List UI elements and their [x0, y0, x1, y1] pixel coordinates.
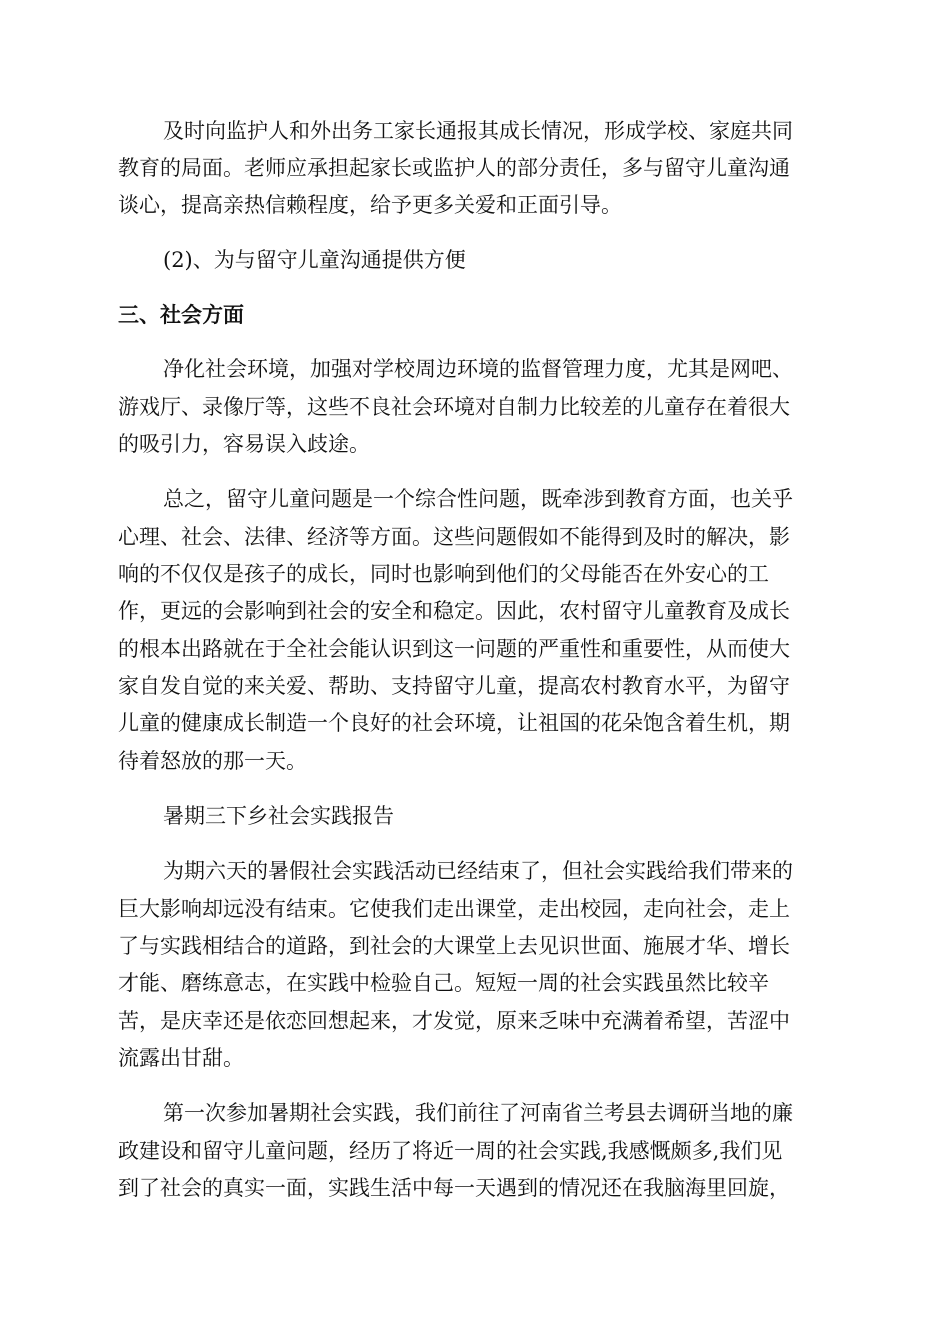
- report-title: 暑期三下乡社会实践报告: [163, 804, 394, 828]
- paragraph-line: 响的不仅仅是孩子的成长，同时也影响到他们的父母能否在外安心的工: [118, 562, 769, 586]
- paragraph-line: 教育的局面。老师应承担起家长或监护人的部分责任，多与留守儿童沟通: [118, 156, 790, 180]
- paragraph-line: 游戏厅、录像厅等，这些不良社会环境对自制力比较差的儿童存在着很大: [118, 395, 790, 419]
- paragraph-line: 了与实践相结合的道路，到社会的大课堂上去见识世面、施展才华、增长: [118, 934, 790, 958]
- paragraph-line: 总之，留守儿童问题是一个综合性问题，既牵涉到教育方面，也关乎: [163, 487, 793, 511]
- paragraph-line: 政建设和留守儿童问题，经历了将近一周的社会实践,我感慨颇多,我们见: [118, 1139, 783, 1163]
- paragraph-line: 到了社会的真实一面，实践生活中每一天遇到的情况还在我脑海里回旋，: [118, 1176, 790, 1200]
- paragraph-line: 待着怒放的那一天。: [118, 749, 307, 773]
- paragraph-line: 净化社会环境，加强对学校周边环境的监督管理力度，尤其是网吧、: [163, 357, 793, 381]
- list-item-2: (2)、为与留守儿童沟通提供方便: [163, 248, 466, 272]
- paragraph-line: 第一次参加暑期社会实践，我们前往了河南省兰考县去调研当地的廉: [163, 1101, 793, 1125]
- paragraph-line: 巨大影响却远没有结束。它使我们走出课堂，走出校园，走向社会，走上: [118, 897, 790, 921]
- paragraph-line: 流露出甘甜。: [118, 1046, 244, 1070]
- section-heading: 三、社会方面: [118, 303, 244, 327]
- paragraph-line: 作，更远的会影响到社会的安全和稳定。因此，农村留守儿童教育及成长: [118, 599, 790, 623]
- paragraph-line: 苦，是庆幸还是依恋回想起来，才发觉，原来乏味中充满着希望，苦涩中: [118, 1009, 790, 1033]
- paragraph-line: 及时向监护人和外出务工家长通报其成长情况，形成学校、家庭共同: [163, 119, 793, 143]
- paragraph-line: 谈心，提高亲热信赖程度，给予更多关爱和正面引导。: [118, 193, 622, 217]
- paragraph-line: 的吸引力，容易误入歧途。: [118, 432, 370, 456]
- paragraph-line: 的根本出路就在于全社会能认识到这一问题的严重性和重要性，从而使大: [118, 637, 790, 661]
- paragraph-line: 心理、社会、法律、经济等方面。这些问题假如不能得到及时的解决，影: [118, 525, 790, 549]
- paragraph-line: 家自发自觉的来关爱、帮助、支持留守儿童，提高农村教育水平，为留守: [118, 674, 790, 698]
- paragraph-line: 为期六天的暑假社会实践活动已经结束了，但社会实践给我们带来的: [163, 859, 793, 883]
- paragraph-line: 儿童的健康成长制造一个良好的社会环境，让祖国的花朵饱含着生机，期: [118, 711, 790, 735]
- paragraph-line: 才能、磨练意志，在实践中检验自己。短短一周的社会实践虽然比较辛: [118, 971, 769, 995]
